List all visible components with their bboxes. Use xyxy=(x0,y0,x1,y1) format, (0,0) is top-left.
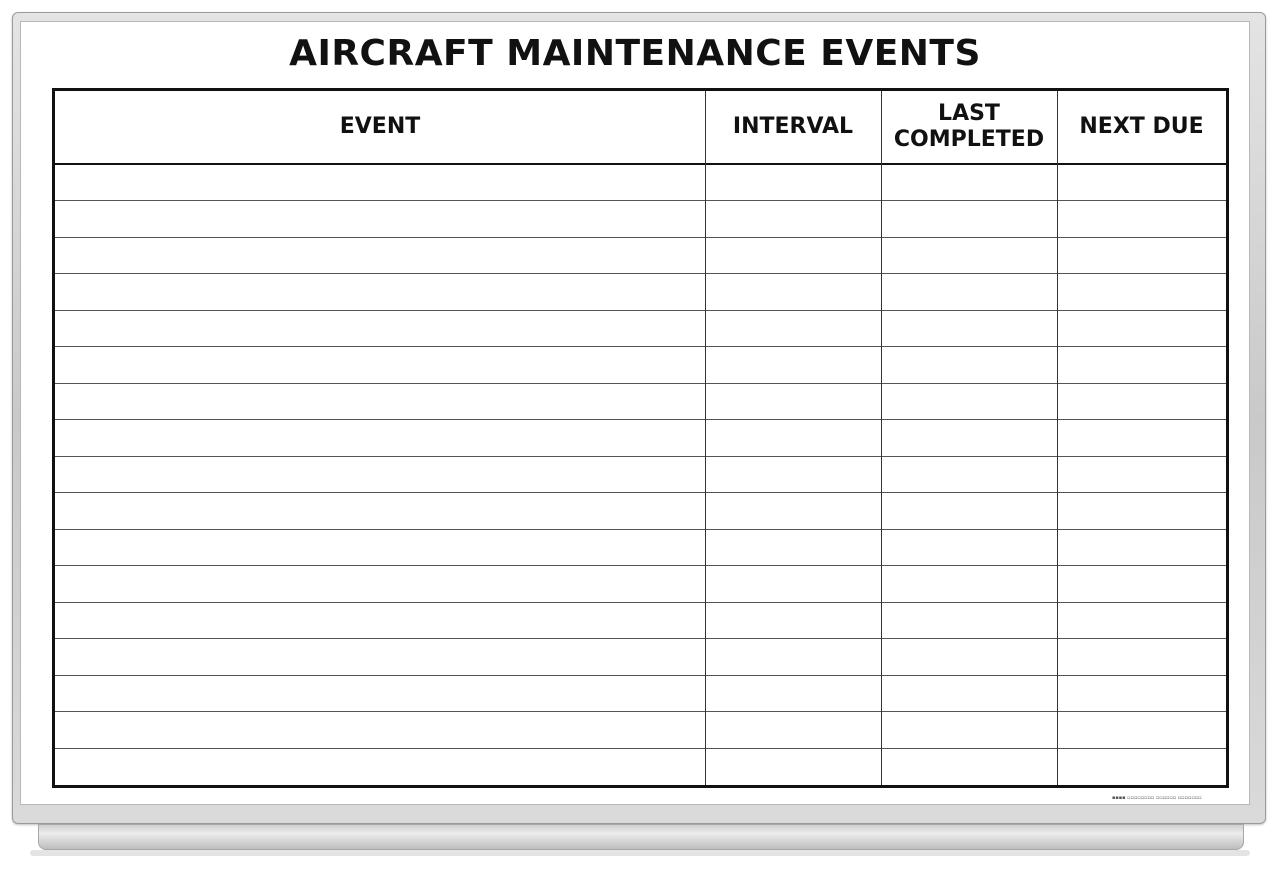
column-divider xyxy=(881,91,882,785)
table-row xyxy=(55,676,1226,712)
table-row xyxy=(55,566,1226,602)
table-row xyxy=(55,420,1226,456)
table-row xyxy=(55,347,1226,383)
column-divider xyxy=(705,91,706,785)
table-row xyxy=(55,384,1226,420)
marker-tray-shadow xyxy=(30,850,1250,856)
table-row xyxy=(55,603,1226,639)
table-row xyxy=(55,201,1226,237)
column-header-interval: INTERVAL xyxy=(732,114,854,139)
marker-tray xyxy=(38,824,1244,850)
board-title: AIRCRAFT MAINTENANCE EVENTS xyxy=(289,33,981,74)
column-header-next-due: NEXT DUE xyxy=(1079,114,1204,139)
table-row xyxy=(55,493,1226,529)
table-row xyxy=(55,530,1226,566)
table-header xyxy=(55,91,1226,165)
column-header-last-completed: LAST COMPLETED xyxy=(893,101,1045,152)
manufacturer-logo: ▪▪▪▪ ▫▫▫▫▫▫▫▫ ▫▫▫▫▫▫ ▫▫▫▫▫▫▫ xyxy=(1112,795,1202,801)
column-divider xyxy=(1057,91,1058,785)
table-row xyxy=(55,639,1226,675)
maintenance-table xyxy=(52,88,1229,788)
table-row xyxy=(55,274,1226,310)
table-row xyxy=(55,165,1226,201)
column-header-event: EVENT xyxy=(339,114,421,139)
table-row xyxy=(55,238,1226,274)
table-row xyxy=(55,712,1226,748)
table-body xyxy=(55,165,1226,785)
table-row xyxy=(55,311,1226,347)
table-row xyxy=(55,749,1226,785)
table-row xyxy=(55,457,1226,493)
